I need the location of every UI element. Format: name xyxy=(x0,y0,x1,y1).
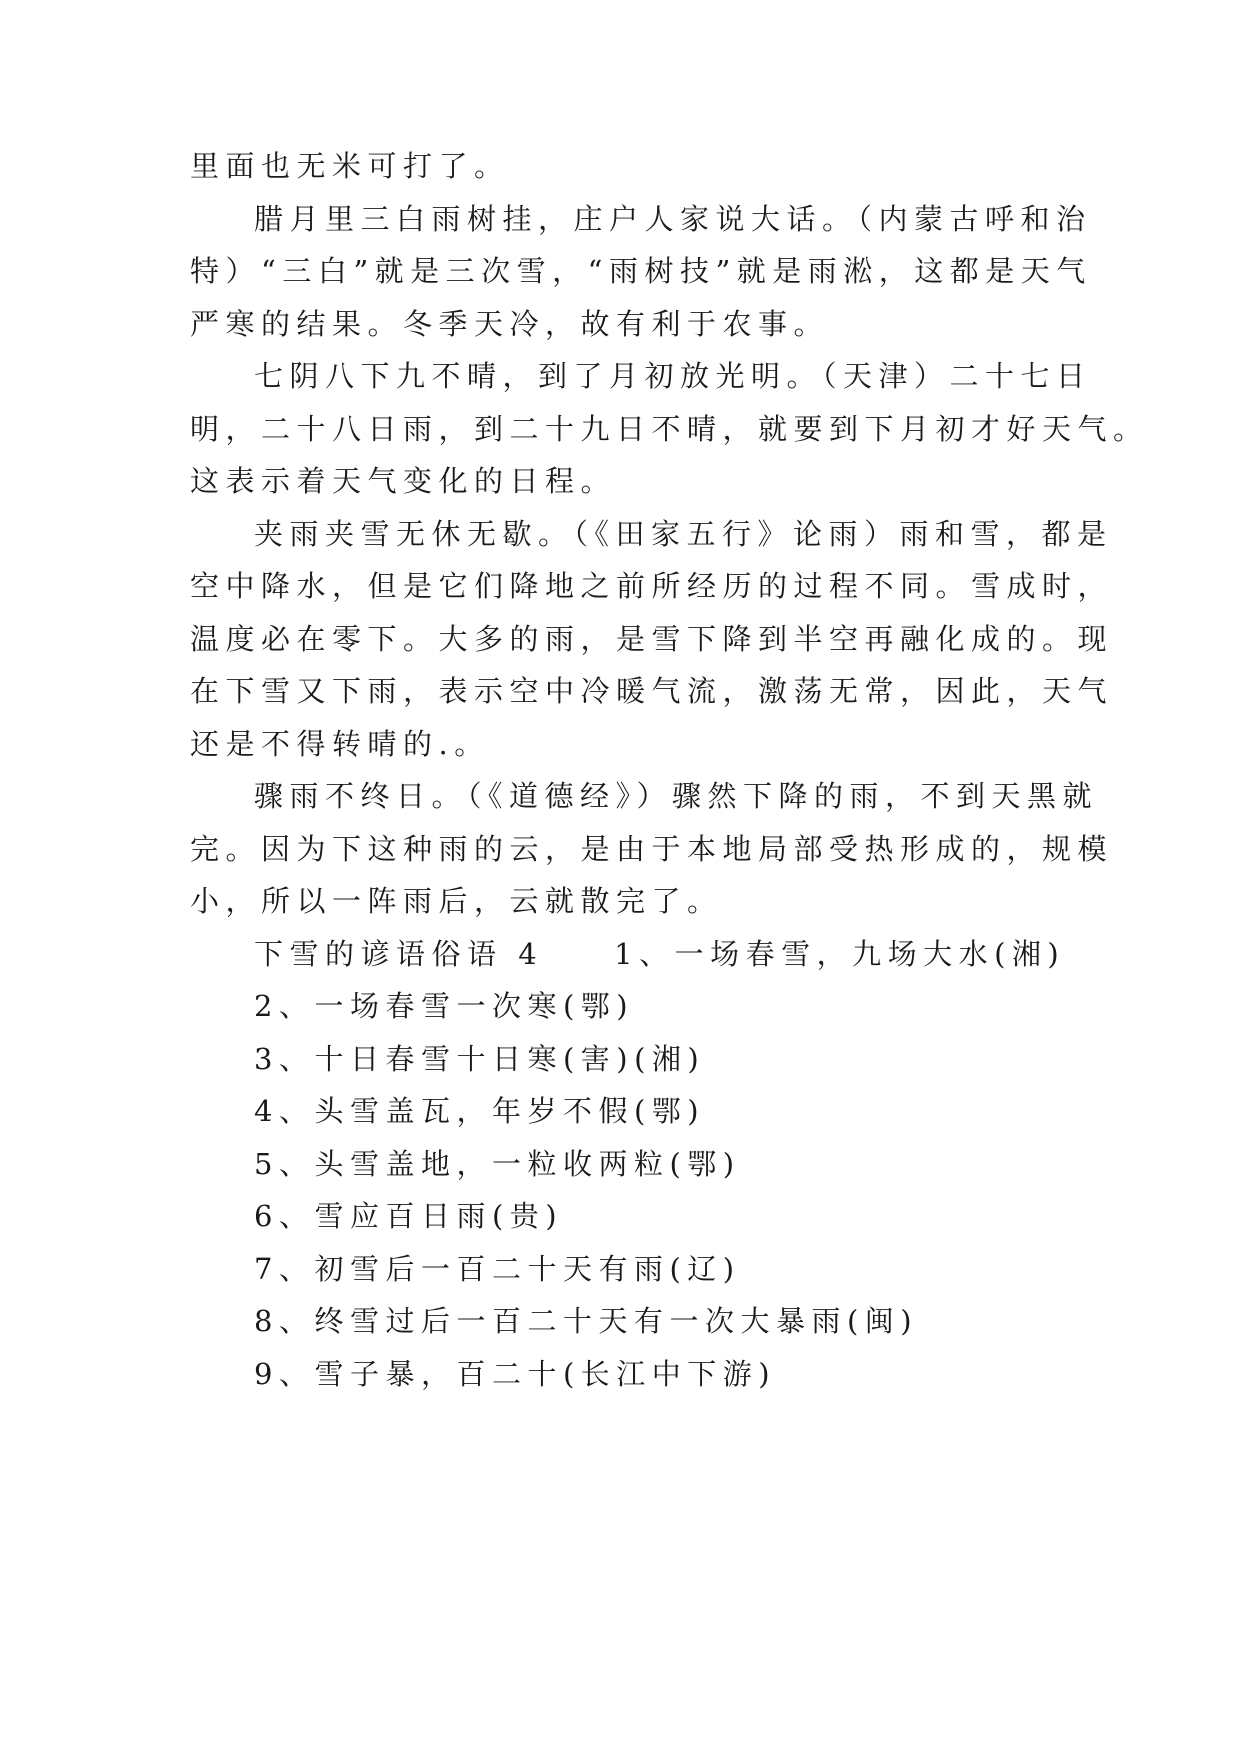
list-item: 7、初雪后一百二十天有雨(辽) xyxy=(254,1252,741,1286)
text-line: 特）“三白”就是三次雪，“雨树技”就是雨淞，这都是天气 xyxy=(190,254,1092,288)
list-item: 6、雪应百日雨(贵) xyxy=(254,1199,564,1233)
list-item: 3、十日春雪十日寒(害)(湘) xyxy=(254,1042,706,1076)
text-line: 这表示着天气变化的日程。 xyxy=(190,464,617,498)
text-line: 空中降水，但是它们降地之前所经历的过程不同。雪成时， xyxy=(190,569,1114,603)
paragraph-start-line: 腊月里三白雨树挂，庄户人家说大话。（内蒙古呼和治 xyxy=(254,202,1092,236)
text-line: 严寒的结果。冬季天冷，故有利于农事。 xyxy=(190,307,830,341)
list-item: 4、头雪盖瓦，年岁不假(鄂) xyxy=(254,1094,706,1128)
text-line: 明，二十八日雨，到二十九日不晴，就要到下月初才好天气。 xyxy=(190,412,1149,446)
section-heading-line: 下雪的谚语俗语 4 1、一场春雪，九场大水(湘) xyxy=(254,937,1066,971)
text-line: 里面也无米可打了。 xyxy=(190,149,510,183)
paragraph-start-line: 七阴八下九不晴，到了月初放光明。（天津）二十七日 xyxy=(254,359,1092,393)
list-item: 8、终雪过后一百二十天有一次大暴雨(闽) xyxy=(254,1304,919,1338)
list-item: 5、头雪盖地，一粒收两粒(鄂) xyxy=(254,1147,741,1181)
text-line: 还是不得转晴的.。 xyxy=(190,727,490,761)
text-line: 温度必在零下。大多的雨，是雪下降到半空再融化成的。现 xyxy=(190,622,1114,656)
list-item: 9、雪子暴，百二十(长江中下游) xyxy=(254,1357,777,1391)
paragraph-start-line: 骤雨不终日。（《道德经》）骤然下降的雨，不到天黑就 xyxy=(254,779,1099,813)
text-line: 完。因为下这种雨的云，是由于本地局部受热形成的，规模 xyxy=(190,832,1114,866)
text-line: 在下雪又下雨，表示空中冷暖气流，激荡无常，因此，天气 xyxy=(190,674,1114,708)
text-line: 小，所以一阵雨后，云就散完了。 xyxy=(190,884,723,918)
paragraph-start-line: 夹雨夹雪无休无歇。（《田家五行》论雨）雨和雪，都是 xyxy=(254,517,1113,551)
list-item: 2、一场春雪一次寒(鄂) xyxy=(254,989,635,1023)
